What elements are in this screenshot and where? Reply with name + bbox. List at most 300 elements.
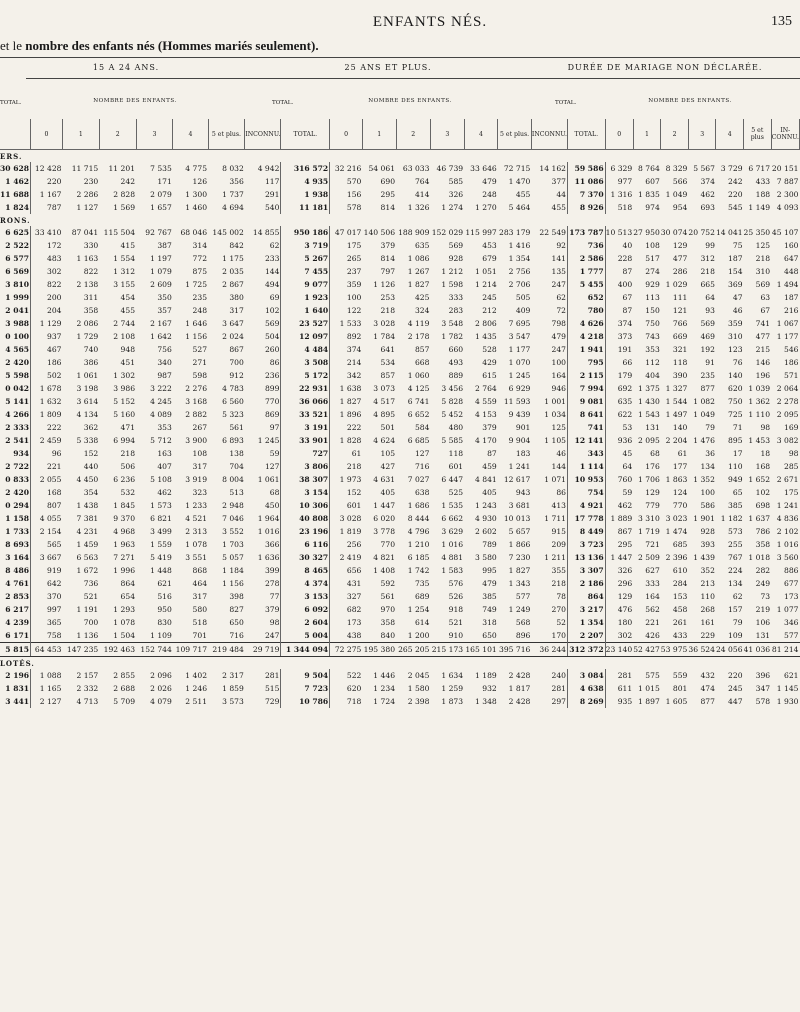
- table-cell: 607: [645, 177, 660, 186]
- table-cell: 1 071: [531, 473, 567, 486]
- table-cell: 219 484: [208, 643, 245, 657]
- table-cell: 218: [700, 267, 715, 276]
- table-cell: 4 821: [373, 553, 396, 562]
- table-cell: 506: [120, 462, 136, 471]
- table-cell: 125: [755, 241, 771, 250]
- table-cell: 129: [645, 488, 660, 497]
- table-cell: 134: [728, 579, 743, 588]
- table-cell: 40 808: [281, 512, 330, 525]
- table-cell: 173: [784, 592, 799, 601]
- table-cell: 1 088: [39, 671, 62, 680]
- table-cell: 330: [83, 241, 99, 250]
- table-cell: 1 077: [776, 605, 799, 614]
- table-cell: 112: [645, 358, 660, 367]
- table-cell: 1 896: [339, 410, 362, 419]
- table-cell: 1 711: [531, 512, 567, 525]
- table-cell: 1 930: [776, 697, 799, 706]
- table-cell: 1 145: [776, 684, 799, 693]
- table-cell: 177: [672, 462, 688, 471]
- table-cell: 18: [760, 449, 771, 458]
- table-cell: 716: [229, 631, 244, 640]
- table-cell: 454: [120, 293, 136, 302]
- table-cell: 30 628: [0, 164, 30, 173]
- table-cell: 2 108: [113, 332, 136, 341]
- table-cell: 1 312: [113, 267, 136, 276]
- table-cell: 627: [645, 566, 660, 575]
- table-cell: 1 817: [508, 684, 531, 693]
- table-cell: 53 975: [661, 643, 689, 657]
- table-cell: 68 046: [180, 228, 208, 237]
- table-cell: 3 154: [281, 486, 330, 499]
- table-cell: 4 631: [373, 475, 396, 484]
- table-cell: 2 671: [776, 475, 799, 484]
- table-cell: 1 543: [638, 410, 660, 419]
- table-cell: 370: [46, 592, 62, 601]
- table-cell: 864: [120, 579, 136, 588]
- table-cell: 1 733: [0, 525, 31, 538]
- table-cell: 1 459: [76, 540, 99, 549]
- table-cell: 3 508: [281, 356, 330, 369]
- table-cell: 1 105: [531, 434, 567, 447]
- table-cell: 801: [672, 684, 688, 693]
- table-cell: 105: [380, 449, 396, 458]
- table-cell: 2 300: [776, 190, 799, 199]
- table-cell: 168: [46, 488, 62, 497]
- table-cell: 4 942: [245, 162, 281, 175]
- table-cell: 736: [83, 579, 99, 588]
- table-cell: 175: [784, 488, 799, 497]
- table-cell: 396: [755, 671, 771, 680]
- table-cell: 6 577: [0, 252, 31, 265]
- table-cell: 642: [46, 579, 62, 588]
- table-cell: 4 841: [475, 475, 497, 484]
- table-cell: 33 901: [281, 434, 330, 447]
- table-cell: 2 102: [776, 527, 799, 536]
- table-cell: 4 245: [150, 397, 172, 406]
- table-cell: 1 729: [76, 332, 99, 341]
- table-cell: 770: [672, 501, 688, 510]
- table-cell: 141: [531, 252, 567, 265]
- table-cell: 295: [380, 190, 396, 199]
- table-row: [0, 460, 800, 473]
- table-cell: 3 499: [150, 527, 172, 536]
- table-cell: 1 897: [638, 697, 660, 706]
- table-cell: 1 784: [373, 332, 396, 341]
- table-cell: 356: [229, 177, 244, 186]
- table-cell: 741: [568, 421, 606, 434]
- table-cell: 1 470: [508, 177, 531, 186]
- table-cell: 7 723: [281, 682, 330, 695]
- table-cell: 1 474: [665, 527, 688, 536]
- table-cell: 188: [755, 190, 771, 199]
- table-cell: 4 517: [373, 397, 396, 406]
- table-cell: 236: [245, 369, 281, 382]
- table-cell: 1 402: [185, 671, 208, 680]
- table-cell: 2 882: [185, 410, 208, 419]
- table-cell: 3 919: [185, 475, 208, 484]
- table-cell: 405: [380, 488, 396, 497]
- table-row: [0, 369, 800, 382]
- table-cell: 4 935: [281, 175, 330, 188]
- table-cell: 469: [700, 332, 715, 341]
- column-header-row: [0, 119, 800, 150]
- table-cell: 248: [482, 190, 497, 199]
- table-cell: 532: [120, 488, 136, 497]
- table-cell: 343: [568, 447, 606, 460]
- table-cell: 569: [755, 280, 771, 289]
- table-cell: 4 170: [475, 436, 497, 445]
- table-cell: 63 033: [402, 164, 430, 173]
- table-cell: 1 535: [441, 501, 464, 510]
- table-cell: 404: [645, 371, 660, 380]
- table-cell: 218: [531, 577, 567, 590]
- table-cell: 1 430: [638, 397, 660, 406]
- table-cell: 6 652: [407, 410, 430, 419]
- table-cell: 109 717: [173, 643, 208, 657]
- table-cell: 129: [672, 241, 688, 250]
- table-cell: 249: [755, 579, 771, 588]
- table-cell: 598: [192, 371, 208, 380]
- table-cell: 144: [531, 460, 567, 473]
- table-cell: 1 182: [720, 514, 743, 523]
- table-cell: 115 504: [103, 228, 136, 237]
- table-cell: 1 270: [475, 203, 497, 212]
- table-cell: 561: [380, 592, 396, 601]
- table-cell: 1 638: [339, 384, 362, 393]
- table-cell: 1 156: [185, 332, 208, 341]
- header-b-col-6: INCONNU.: [531, 119, 567, 150]
- table-cell: 97: [245, 421, 281, 434]
- table-cell: 1 646: [185, 319, 208, 328]
- table-cell: 11 715: [71, 164, 99, 173]
- table-cell: 1 782: [441, 332, 464, 341]
- table-cell: 59: [622, 488, 633, 497]
- table-cell: 1 580: [407, 684, 430, 693]
- table-cell: 1 234: [373, 684, 396, 693]
- table-cell: 192 463: [99, 643, 136, 657]
- table-cell: 295: [617, 540, 633, 549]
- table-cell: 4 921: [568, 499, 606, 512]
- table-cell: 995: [482, 566, 497, 575]
- table-cell: 409: [515, 306, 531, 315]
- table-cell: 433: [755, 177, 771, 186]
- table-cell: 701: [192, 631, 208, 640]
- table-cell: 47 017: [334, 228, 362, 237]
- table-cell: 123: [728, 345, 743, 354]
- table-cell: 1 835: [638, 190, 660, 199]
- table-cell: 59 586: [568, 162, 606, 175]
- table-cell: 115 997: [465, 228, 497, 237]
- table-cell: 278: [245, 577, 281, 590]
- table-cell: 4 881: [441, 553, 464, 562]
- table-cell: 9 504: [281, 669, 330, 682]
- table-cell: 221: [46, 462, 62, 471]
- table-cell: 3 164: [0, 551, 31, 564]
- table-cell: 385: [728, 501, 743, 510]
- table-row: [0, 473, 800, 486]
- subtitle-main: nombre des enfants nés (Hommes mariés seulement).: [25, 38, 319, 53]
- table-cell: 324: [414, 306, 430, 315]
- table-cell: 6 329: [610, 164, 633, 173]
- table-cell: 650: [482, 631, 497, 640]
- table-cell: 4 968: [113, 527, 136, 536]
- table-cell: 1 923: [281, 291, 330, 304]
- table-cell: 758: [46, 631, 62, 640]
- header-a-col-4: 4: [173, 119, 208, 150]
- table-cell: 164: [645, 592, 660, 601]
- table-cell: 928: [700, 527, 715, 536]
- table-cell: 4 374: [281, 577, 330, 590]
- table-cell: 528: [482, 345, 497, 354]
- table-cell: 692: [617, 384, 633, 393]
- table-cell: 455: [120, 306, 136, 315]
- table-cell: 1 460: [185, 203, 208, 212]
- table-cell: 316 572: [281, 162, 330, 175]
- table-cell: 438: [346, 631, 362, 640]
- table-cell: 2 420: [0, 356, 31, 369]
- table-cell: 450: [245, 499, 281, 512]
- table-row: [0, 291, 800, 304]
- table-cell: 140: [672, 423, 688, 432]
- table-cell: 72 715: [503, 164, 531, 173]
- table-cell: 245: [482, 293, 497, 302]
- table-cell: 1 189: [475, 671, 497, 680]
- table-row: [0, 278, 800, 291]
- table-row: [0, 499, 800, 512]
- table-cell: 977: [617, 177, 633, 186]
- header-total-c: TOTAL.: [568, 119, 606, 150]
- table-cell: 365: [46, 618, 62, 627]
- table-cell: 140: [728, 371, 743, 380]
- table-cell: 3 548: [441, 319, 464, 328]
- table-cell: 1 243: [475, 501, 497, 510]
- table-cell: 1 636: [245, 551, 281, 564]
- table-cell: 797: [380, 267, 396, 276]
- table-cell: 237: [346, 267, 362, 276]
- table-cell: 566: [672, 177, 688, 186]
- table-cell: 100: [700, 488, 715, 497]
- table-cell: 326: [617, 566, 633, 575]
- table-cell: 373: [617, 332, 633, 341]
- table-cell: 69: [245, 291, 281, 304]
- table-cell: 172: [46, 241, 62, 250]
- table-cell: 689: [414, 592, 430, 601]
- table-cell: 218: [346, 462, 362, 471]
- table-cell: 46 739: [436, 164, 464, 173]
- table-cell: 2 420: [0, 486, 31, 499]
- table-cell: 620: [728, 384, 743, 393]
- table-row: [0, 590, 800, 603]
- table-cell: 451: [120, 358, 136, 367]
- table-cell: 997: [46, 605, 62, 614]
- table-cell: 390: [672, 371, 688, 380]
- table-cell: 179: [617, 371, 633, 380]
- table-row: [0, 564, 800, 577]
- table-cell: 814: [380, 254, 396, 263]
- table-cell: 1 827: [508, 566, 531, 575]
- table-cell: 2 278: [776, 397, 799, 406]
- table-cell: 504: [245, 330, 281, 343]
- table-cell: 1 889: [610, 514, 633, 523]
- table-cell: 6 171: [0, 629, 31, 643]
- table-cell: 440: [83, 462, 99, 471]
- table-cell: 98: [788, 449, 799, 458]
- table-cell: 685: [672, 540, 688, 549]
- table-cell: 10 013: [503, 514, 531, 523]
- table-cell: 1 375: [638, 384, 660, 393]
- table-cell: 1 126: [373, 280, 396, 289]
- table-cell: 354: [83, 488, 99, 497]
- table-cell: 214: [346, 358, 362, 367]
- table-cell: 1 082: [693, 397, 715, 406]
- table-cell: 638: [414, 488, 430, 497]
- table-cell: 91: [705, 358, 715, 367]
- table-cell: 87: [622, 267, 633, 276]
- table-cell: 369: [728, 280, 743, 289]
- table-cell: 2 204: [665, 436, 688, 445]
- table-cell: 830: [157, 618, 172, 627]
- table-cell: 6 741: [407, 397, 430, 406]
- table-cell: 64: [622, 462, 633, 471]
- table-cell: 2 286: [76, 190, 99, 199]
- table-cell: 333: [645, 579, 660, 588]
- table-cell: 987: [157, 371, 172, 380]
- table-cell: 527: [192, 345, 208, 354]
- table-cell: 1 326: [407, 203, 430, 212]
- table-cell: 374: [617, 319, 633, 328]
- table-cell: 1 448: [150, 566, 172, 575]
- table-cell: 1 060: [407, 371, 430, 380]
- table-cell: 98: [245, 616, 281, 629]
- table-cell: 3 028: [373, 319, 396, 328]
- table-cell: 9 081: [568, 395, 606, 408]
- table-cell: 247: [531, 278, 567, 291]
- table-cell: 146: [755, 358, 771, 367]
- section-label-rons-text: RONS.: [0, 215, 31, 225]
- table-cell: 918: [448, 605, 464, 614]
- table-cell: 131: [645, 423, 660, 432]
- table-cell: 255: [728, 540, 743, 549]
- table-cell: 1 964: [245, 512, 281, 525]
- table-cell: 4 761: [0, 577, 31, 590]
- table-cell: 240: [531, 669, 567, 682]
- table-cell: 191: [617, 345, 633, 354]
- table-cell: 281: [245, 669, 281, 682]
- table-cell: 2 276: [185, 384, 208, 393]
- table-cell: 212: [482, 306, 497, 315]
- table-cell: 827: [229, 605, 244, 614]
- table-cell: 480: [448, 423, 464, 432]
- table-cell: 569: [448, 241, 464, 250]
- table-cell: 357: [157, 306, 172, 315]
- table-cell: 735: [414, 579, 430, 588]
- table-cell: 895: [728, 436, 743, 445]
- table-cell: 8 486: [0, 564, 31, 577]
- table-row: [0, 201, 800, 214]
- table-cell: 448: [784, 267, 799, 276]
- table-cell: 647: [784, 254, 799, 263]
- table-cell: 1 873: [441, 697, 464, 706]
- table-cell: 479: [531, 330, 567, 343]
- group-label-a: NOMBRE DES ENFANTS.: [93, 98, 177, 104]
- table-cell: 8 269: [568, 695, 606, 708]
- table-cell: 297: [531, 695, 567, 708]
- table-cell: 700: [229, 358, 244, 367]
- header-b-col-4: 4: [464, 119, 498, 150]
- table-cell: 3 084: [568, 669, 606, 682]
- table-cell: 1 016: [776, 540, 799, 549]
- table-cell: 1 214: [475, 280, 497, 289]
- table-cell: 92 767: [145, 228, 172, 237]
- table-cell: 462: [157, 488, 172, 497]
- table-cell: 109: [728, 631, 743, 640]
- table-cell: 218: [380, 306, 396, 315]
- table-cell: 398: [229, 592, 244, 601]
- table-cell: 216: [784, 306, 799, 315]
- table-cell: 317: [229, 306, 244, 315]
- table-cell: 3 082: [776, 436, 799, 445]
- table-cell: 1 293: [113, 605, 136, 614]
- table-cell: 61: [351, 449, 362, 458]
- table-cell: 677: [784, 579, 799, 588]
- table-cell: 1 435: [475, 332, 497, 341]
- table-cell: 317: [192, 592, 208, 601]
- table-cell: 899: [245, 382, 281, 395]
- table-cell: 780: [568, 304, 606, 317]
- table-cell: 875: [192, 267, 208, 276]
- table-row: [0, 252, 800, 265]
- table-cell: 2 541: [0, 434, 31, 447]
- table-cell: 3 719: [281, 239, 330, 252]
- table-cell: 134: [700, 462, 715, 471]
- table-cell: 222: [46, 423, 62, 432]
- table-row: [0, 629, 800, 643]
- table-cell: 221: [645, 618, 660, 627]
- table-cell: 253: [380, 293, 396, 302]
- table-cell: 4 119: [407, 319, 430, 328]
- table-cell: 242: [728, 177, 743, 186]
- table-cell: 5 108: [150, 475, 172, 484]
- table-cell: 698: [755, 501, 771, 510]
- table-cell: 131: [755, 631, 771, 640]
- table-cell: 1 996: [113, 566, 136, 575]
- total-label-c: TOTAL.: [555, 100, 577, 106]
- table-cell: 462: [617, 501, 633, 510]
- table-cell: 725: [728, 410, 743, 419]
- table-cell: 1 211: [531, 551, 567, 564]
- table-cell: 736: [568, 239, 606, 252]
- table-cell: 10 786: [281, 695, 330, 708]
- header-c-col-0: 0: [605, 119, 633, 150]
- table-cell: 4 218: [568, 330, 606, 343]
- header-b-col-5: 5 et plus.: [498, 119, 532, 150]
- table-cell: 73: [760, 592, 771, 601]
- table-cell: 321: [672, 345, 688, 354]
- table-cell: 525: [448, 488, 464, 497]
- table-cell: 7 370: [568, 188, 606, 201]
- table-row: [0, 239, 800, 252]
- table-cell: 3 168: [185, 397, 208, 406]
- table-cell: 521: [448, 618, 464, 627]
- section-label-rons: [0, 214, 800, 226]
- table-cell: 2 602: [475, 527, 497, 536]
- table-cell: 5 160: [113, 410, 136, 419]
- table-cell: 505: [515, 293, 531, 302]
- table-cell: 32 216: [334, 164, 362, 173]
- table-cell: 4 626: [568, 317, 606, 330]
- table-cell: 152 029: [431, 228, 464, 237]
- table-cell: 79: [732, 618, 743, 627]
